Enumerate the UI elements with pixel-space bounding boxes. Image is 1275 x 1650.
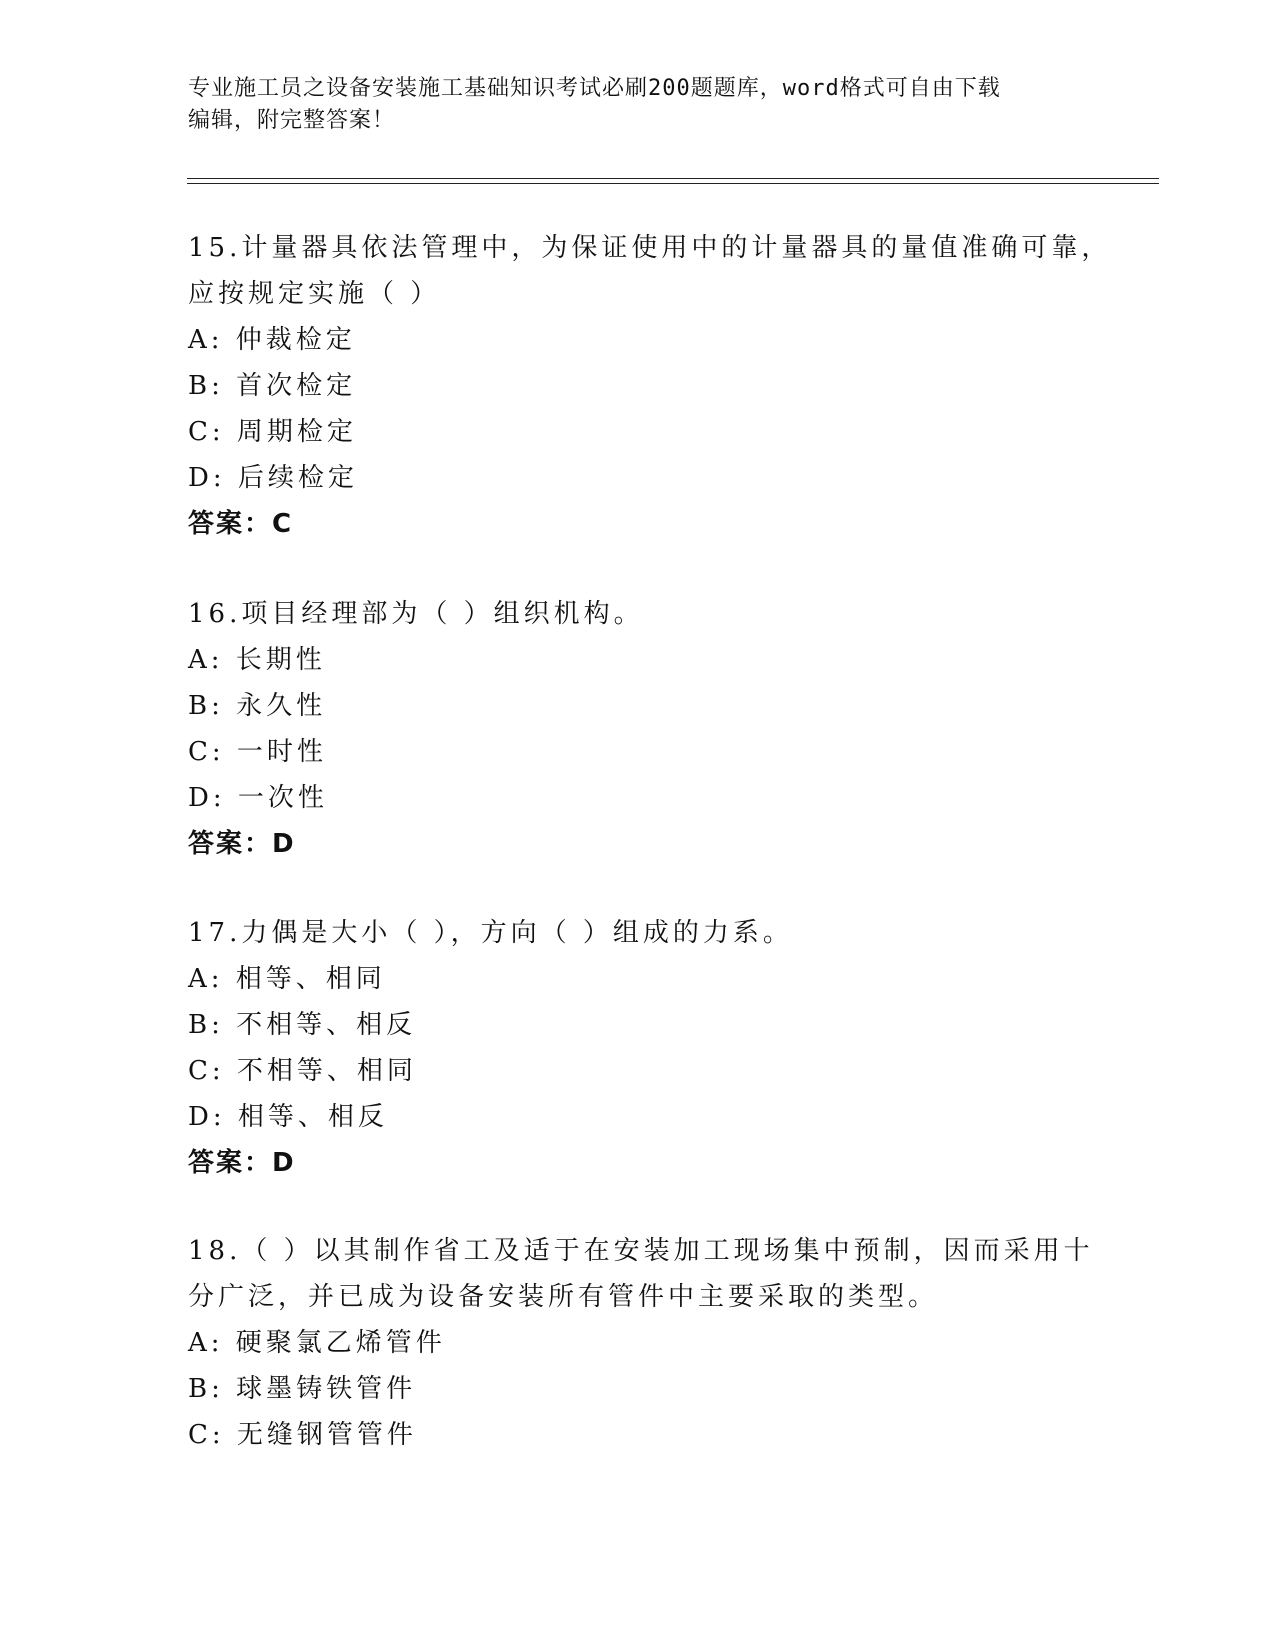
question-16 <box>188 591 1088 867</box>
question-stem-line-1: 16.项目经理部为（ ）组织机构。 <box>188 599 644 629</box>
option-c: C: 不相等、相同 <box>188 1056 417 1086</box>
header-line-1: 专业施工员之设备安装施工基础知识考试必刷200题题库，word格式可自由下载 <box>188 76 1001 101</box>
question-stem-line-1: 17.力偶是大小（ ），方向（ ）组成的力系。 <box>188 918 793 948</box>
option-a: A: 长期性 <box>188 645 326 675</box>
option-a: A: 硬聚氯乙烯管件 <box>188 1328 446 1358</box>
question-17 <box>188 910 1088 1186</box>
header-divider-top <box>187 178 1159 179</box>
document-header <box>188 73 1068 137</box>
header-divider-bottom <box>187 183 1159 184</box>
question-stem-line-2: 应按规定实施（ ） <box>188 279 441 309</box>
option-c: C: 周期检定 <box>188 417 357 447</box>
option-d: D: 相等、相反 <box>188 1102 388 1132</box>
option-b: B: 永久性 <box>188 691 327 721</box>
question-15 <box>188 225 1112 547</box>
question-stem-line-1: 18.（ ）以其制作省工及适于在安装加工现场集中预制，因而采用十 <box>188 1236 1094 1266</box>
option-b: B: 球墨铸铁管件 <box>188 1374 417 1404</box>
option-b: B: 不相等、相反 <box>188 1010 417 1040</box>
option-d: D: 后续检定 <box>188 463 358 493</box>
header-line-2: 编辑，附完整答案！ <box>188 108 396 133</box>
question-18 <box>188 1228 1094 1458</box>
option-a: A: 仲裁检定 <box>188 325 356 355</box>
answer: 答案：D <box>188 1148 296 1178</box>
answer: 答案：D <box>188 829 296 859</box>
option-d: D: 一次性 <box>188 783 328 813</box>
option-c: C: 一时性 <box>188 737 327 767</box>
question-stem-line-1: 15.计量器具依法管理中，为保证使用中的计量器具的量值准确可靠， <box>188 233 1112 263</box>
option-a: A: 相等、相同 <box>188 964 386 994</box>
option-b: B: 首次检定 <box>188 371 357 401</box>
question-stem-line-2: 分广泛，并已成为设备安装所有管件中主要采取的类型。 <box>188 1282 939 1312</box>
option-c: C: 无缝钢管管件 <box>188 1420 417 1450</box>
answer: 答案：C <box>188 509 294 539</box>
